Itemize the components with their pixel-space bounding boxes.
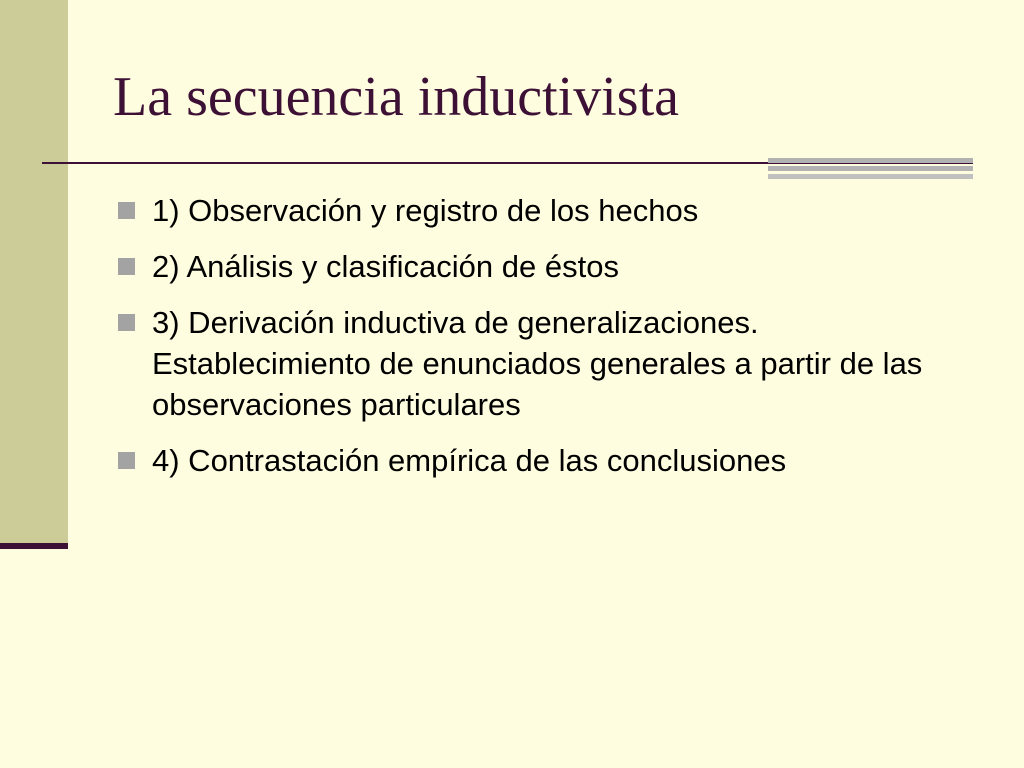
square-bullet-icon (118, 202, 135, 219)
bullet-item (113, 440, 953, 481)
square-bullet-icon (118, 258, 135, 275)
square-bullet-icon (118, 452, 135, 469)
bullet-item (113, 190, 953, 231)
divider-accent-bars (768, 158, 973, 179)
side-band-accent (0, 543, 68, 549)
bullet-item (113, 302, 953, 425)
bullet-list (113, 190, 953, 496)
bullet-text: 3) Derivación inductiva de generalizaciones. Establecimiento de enunciados generales a partir de las observaciones particulares (152, 305, 923, 422)
bullet-text: 4) Contrastación empírica de las conclusiones (152, 443, 787, 478)
bullet-item (113, 246, 953, 287)
bullet-text: 2) Análisis y clasificación de éstos (152, 249, 619, 284)
side-band (0, 0, 68, 543)
bullet-text: 1) Observación y registro de los hechos (152, 193, 699, 228)
square-bullet-icon (118, 314, 135, 331)
slide-title: La secuencia inductivista (113, 66, 679, 128)
